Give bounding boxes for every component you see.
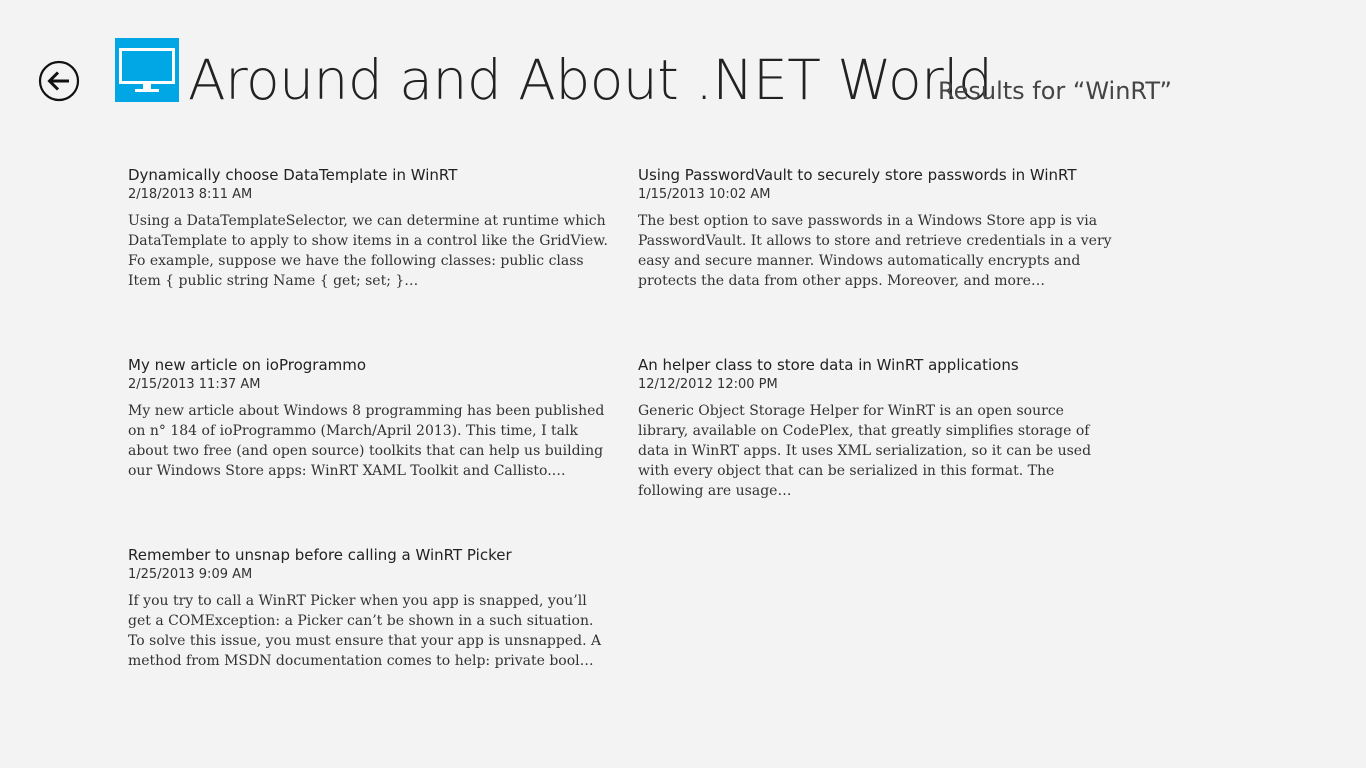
result-title: Dynamically choose DataTemplate in WinRT [128,166,458,184]
app-logo [115,38,179,102]
result-date: 12/12/2012 12:00 PM [638,377,778,392]
result-item[interactable] [638,354,1118,544]
computer-monitor-icon [115,38,179,102]
result-summary: Generic Object Storage Helper for WinRT is an open source library, available on CodePlex, that greatly simplifies storage of data in WinRT apps. It uses XML serialization, so it can be used with every object that can be serialized in this format. The following are usage… [638,403,1092,499]
result-title: An helper class to store data in WinRT applications [638,356,1019,374]
result-title: My new article on ioProgrammo [128,356,367,374]
back-arrow-circle-icon [38,60,80,102]
result-date: 2/18/2013 8:11 AM [128,187,253,202]
result-summary: The best option to save passwords in a Windows Store app is via PasswordVault. It allows to store and retrieve credentials in a very easy and secure manner. Windows automatically encrypts and protects the data from other apps. Moreover, and more… [638,213,1112,289]
result-date: 1/15/2013 10:02 AM [638,187,771,202]
result-item[interactable] [128,354,608,544]
result-date: 1/25/2013 9:09 AM [128,567,253,582]
result-title: Remember to unsnap before calling a WinRT Picker [128,546,512,564]
result-summary: My new article about Windows 8 programming has been published on n° 184 of ioProgrammo (March/April 2013). This time, I talk about two free (and open source) toolkits that can help us building our Windows Store apps: WinRT XAML Toolkit and Callisto.… [128,403,605,479]
result-item[interactable] [128,544,608,734]
result-item[interactable] [638,164,1118,354]
results-grid [128,164,1128,734]
result-summary: Using a DataTemplateSelector, we can determine at runtime which DataTemplate to apply to show items in a control like the GridView. Fo example, suppose we have the following classes: public class Item { public string Name { get; set; }… [128,213,608,289]
result-title: Using PasswordVault to securely store passwords in WinRT [638,166,1077,184]
back-button[interactable] [38,60,80,102]
result-item[interactable] [128,164,608,354]
result-date: 2/15/2013 11:37 AM [128,377,261,392]
result-summary: If you try to call a WinRT Picker when you app is snapped, you’ll get a COMException: a Picker can’t be shown in a such situation. To solve this issue, you must ensure that your app is unsnapped. A method from MSDN documentation comes to help: private bool… [128,593,602,669]
page-title: Around and About .NET World [188,48,993,112]
search-results-label: Results for “WinRT” [938,77,1172,105]
